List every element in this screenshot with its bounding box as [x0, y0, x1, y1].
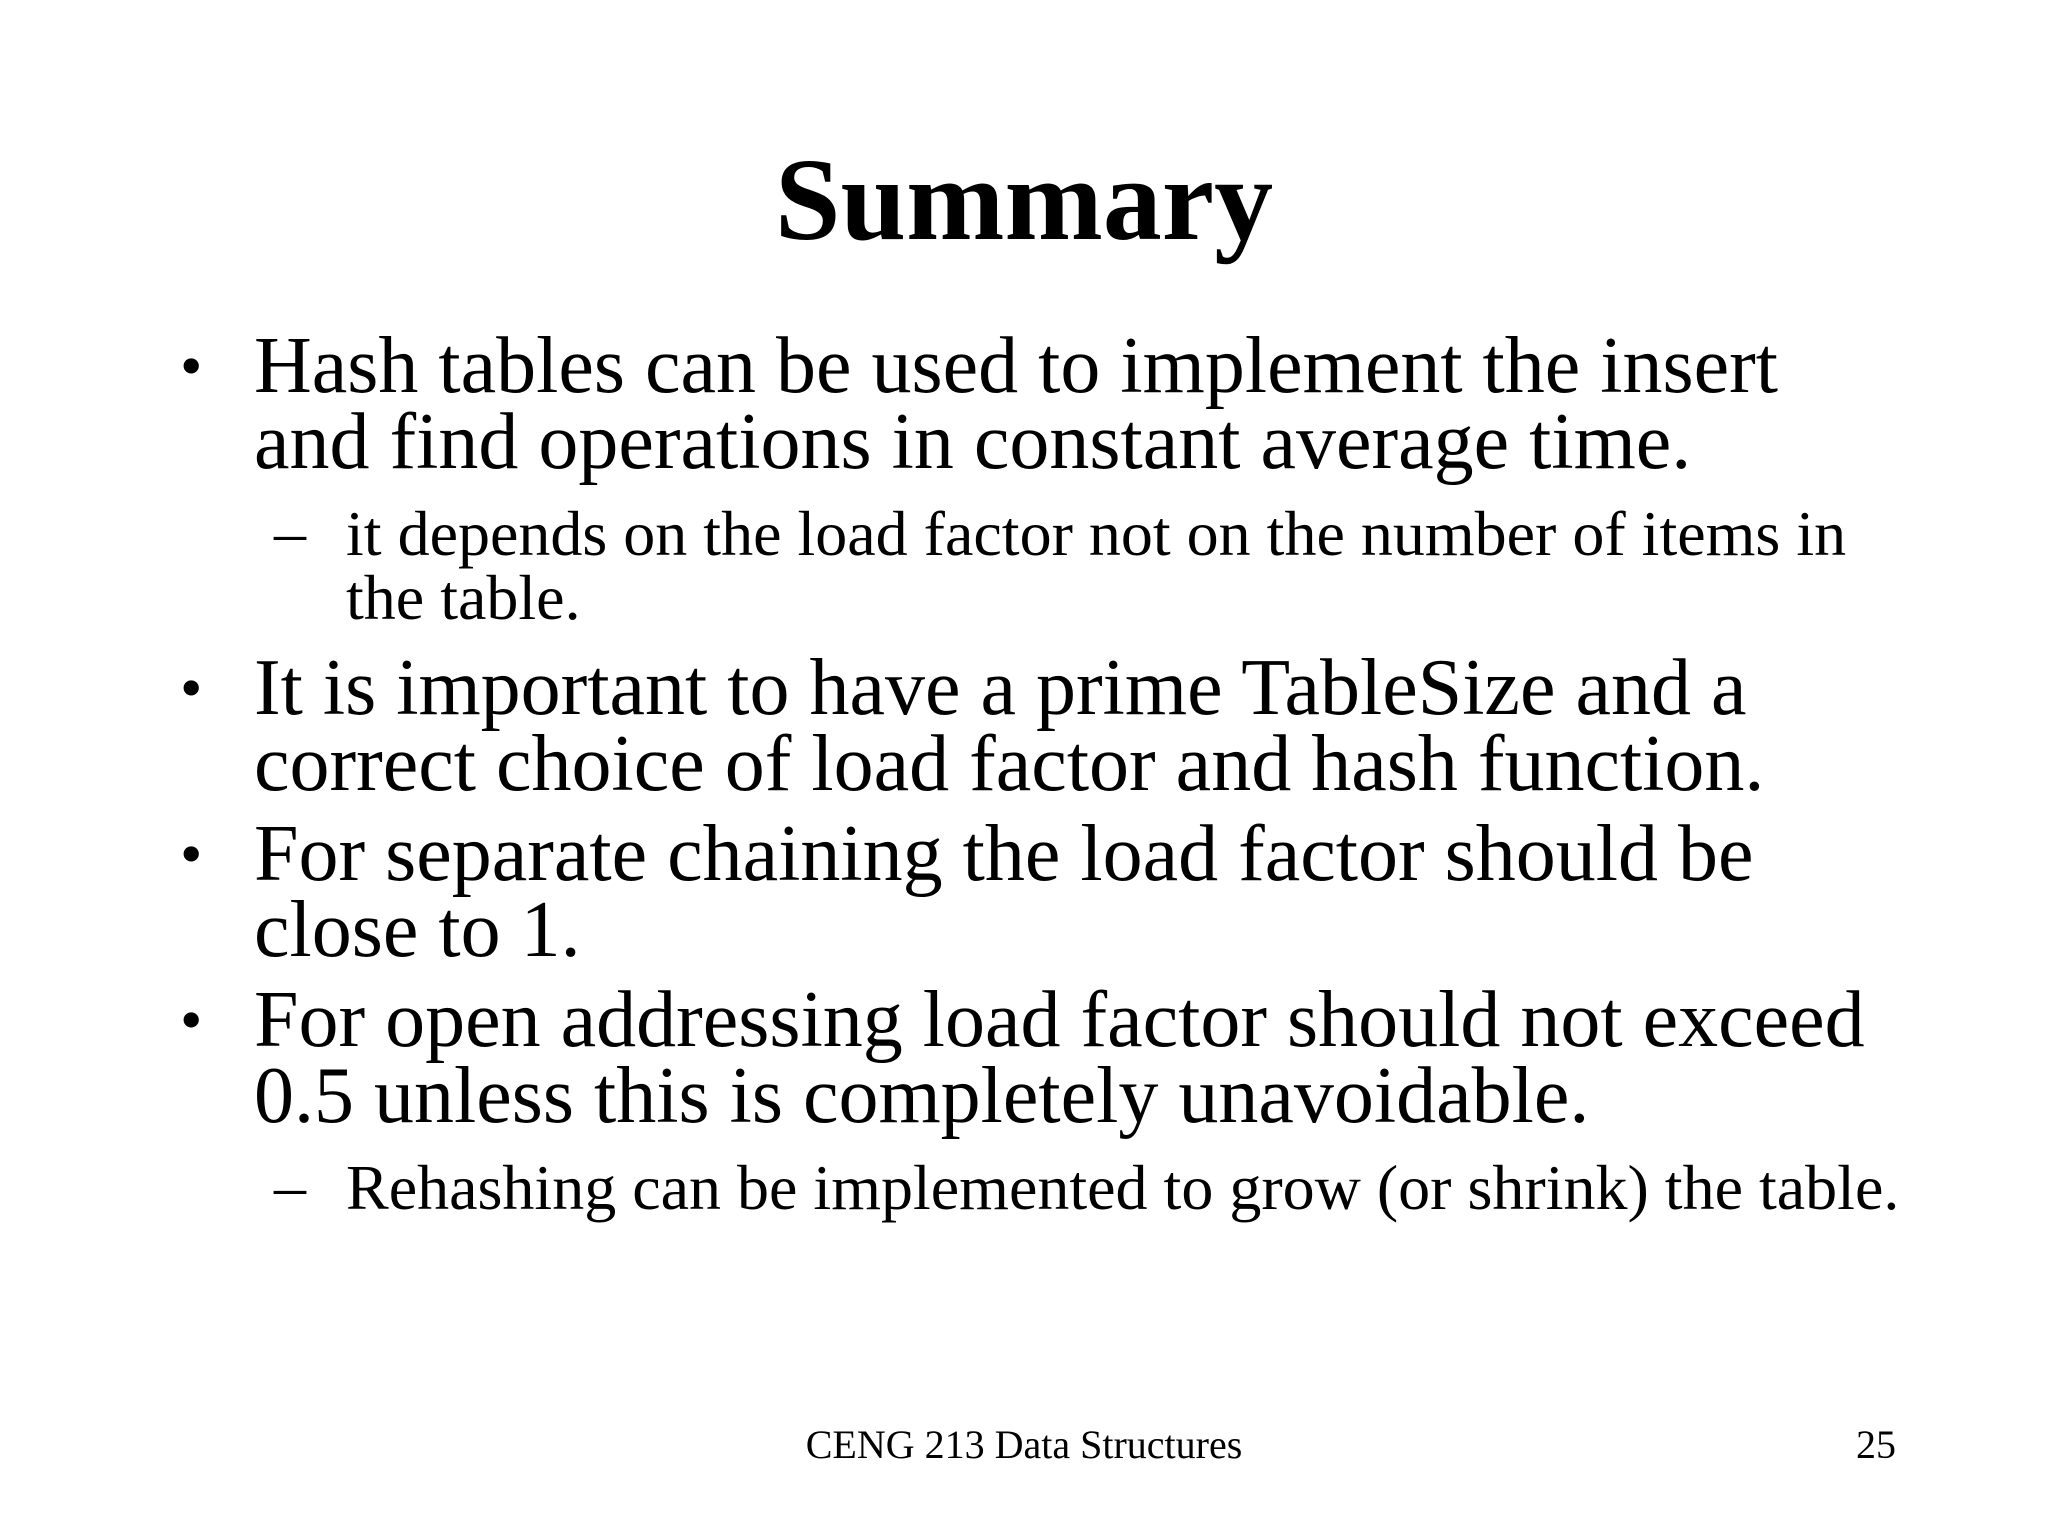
sub-bullet-item: [172, 1150, 1912, 1223]
bullet-text: For separate chaining the load factor should be close to 1.: [254, 810, 1754, 974]
page-number: 25: [1856, 1422, 1896, 1467]
bullet-text: For open addressing load factor should not exceed 0.5 unless this is completely unavoidable.: [254, 976, 1865, 1140]
sub-bullet-text: Rehashing can be implemented to grow (or shrink) the table.: [346, 1152, 1900, 1223]
bullet-item: [172, 810, 1912, 974]
footer-course-title: CENG 213 Data Structures: [805, 1422, 1243, 1467]
bullet-marker: •: [180, 330, 203, 401]
bullet-marker: •: [180, 818, 203, 889]
sub-bullet-text: it depends on the load factor not on the number of items in the table.: [346, 498, 1847, 633]
bullet-marker: •: [180, 652, 203, 723]
bullet-item: [172, 644, 1912, 808]
sub-bullet-marker: –: [274, 496, 306, 567]
bullet-text: It is important to have a prime TableSize and a correct choice of load factor and hash function.: [254, 644, 1765, 808]
bullet-text: Hash tables can be used to implement the insert and find operations in constant average time.: [254, 322, 1779, 486]
bullet-marker: •: [180, 984, 203, 1055]
bullet-list: [172, 322, 1912, 1240]
bullet-item: [172, 976, 1912, 1140]
sub-bullet-item: [172, 496, 1912, 633]
bullet-item: [172, 322, 1912, 486]
sub-bullet-marker: –: [274, 1150, 306, 1221]
slide-title: Summary: [774, 134, 1274, 265]
